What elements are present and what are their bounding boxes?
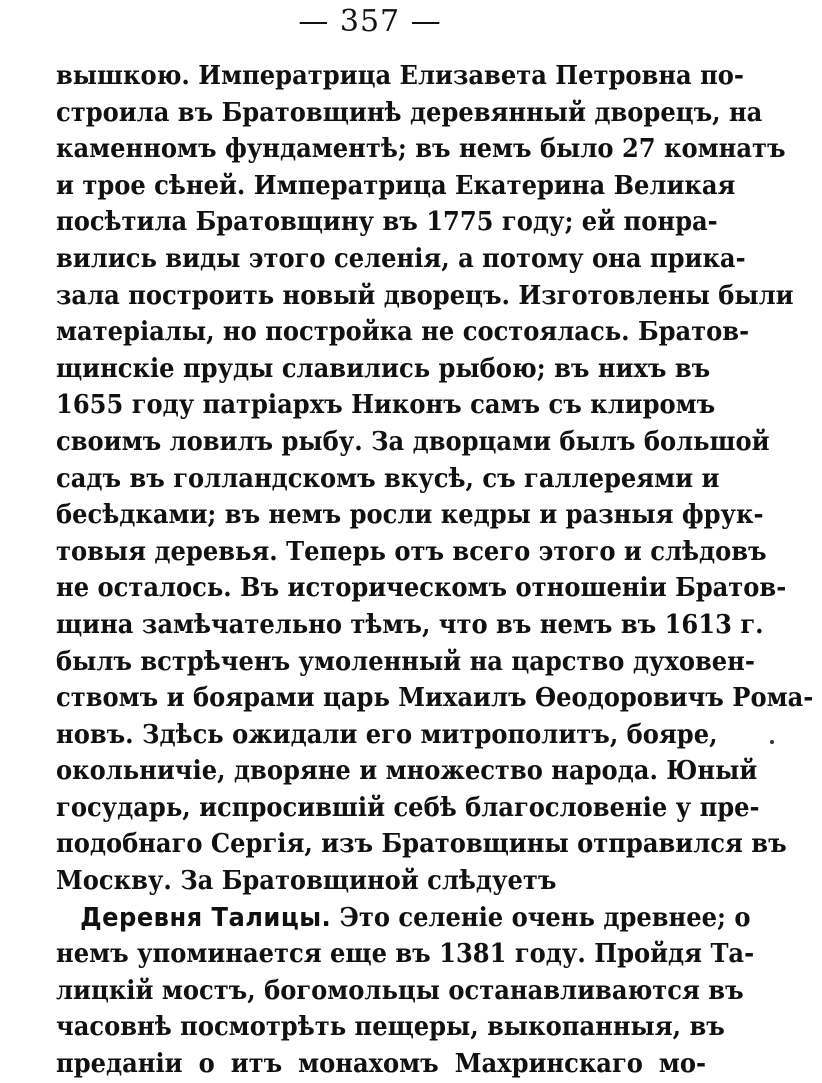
text-line: матеріалы, но постройка не состоялась. Братов- bbox=[56, 317, 750, 348]
text-line: новъ. Здѣсь ожидали его митрополитъ, бояре, bbox=[56, 719, 718, 750]
text-line: бесѣдками; въ немъ росли кедры и разныя фрук- bbox=[56, 500, 764, 531]
text-line: посѣтила Братовщину въ 1775 году; ей понра- bbox=[56, 207, 718, 238]
text-line: немъ упоминается еще въ 1381 году. Пройдя Та- bbox=[56, 939, 755, 970]
body-text bbox=[56, 58, 814, 1083]
text-line: строила въ Братовщинѣ деревянный дворецъ, на bbox=[56, 97, 763, 128]
text-line: садъ въ голландскомъ вкусѣ, съ галлереями и bbox=[56, 463, 720, 494]
text-line: не осталось. Въ историческомъ отношеніи Братов- bbox=[56, 573, 787, 604]
page-number: — 357 — bbox=[298, 4, 442, 39]
text-line: каменномъ фундаментѣ; въ немъ было 27 комнатъ bbox=[56, 134, 786, 165]
text-line-part: Это селеніе очень древнее; о bbox=[331, 902, 751, 933]
ink-speck bbox=[770, 740, 774, 744]
text-line: щина замѣчательно тѣмъ, что въ немъ въ 1613 г. bbox=[56, 609, 764, 640]
section-heading: Деревня Талицы. bbox=[80, 902, 332, 933]
text-line: часовнѣ посмотрѣть пещеры, выкопанныя, въ bbox=[56, 1012, 725, 1043]
text-line: Москву. За Братовщиной слѣдуетъ bbox=[56, 866, 557, 897]
text-line: зала построить новый дворецъ. Изготовлены были bbox=[56, 280, 794, 311]
text-line: былъ встрѣченъ умоленный на царство духовен- bbox=[56, 646, 755, 677]
text-line: ствомъ и боярами царь Михаилъ Ѳеодоровичъ Рома- bbox=[56, 683, 814, 714]
text-line: подобнаго Сергія, изъ Братовщины отправился въ bbox=[56, 829, 787, 860]
text-line: лицкій мостъ, богомольцы останавливаются въ bbox=[56, 975, 744, 1006]
text-line: щинскіе пруды славились рыбою; въ нихъ въ bbox=[56, 353, 711, 384]
text-line: вышкою. Императрица Елизавета Петровна по- bbox=[56, 61, 744, 91]
text-line: товыя деревья. Теперь отъ всего этого и слѣдовъ bbox=[56, 536, 767, 567]
text-line: 1655 году патріархъ Никонъ самъ съ клиромъ bbox=[56, 390, 716, 421]
text-line: государь, испросившій себѣ благословеніе у пре- bbox=[56, 792, 760, 823]
text-line: окольничіе, дворяне и множество народа. Юный bbox=[56, 756, 758, 787]
text-line: вились виды этого селенія, а потому она прика- bbox=[56, 243, 746, 274]
text-line: и трое сѣней. Императрица Екатерина Великая bbox=[56, 170, 736, 201]
text-line: своимъ ловилъ рыбу. За дворцами былъ большой bbox=[56, 426, 770, 457]
text-line: преданіи о итъ монахомъ Махринскаго мо- bbox=[56, 1049, 707, 1080]
section-heading-line bbox=[56, 900, 751, 937]
